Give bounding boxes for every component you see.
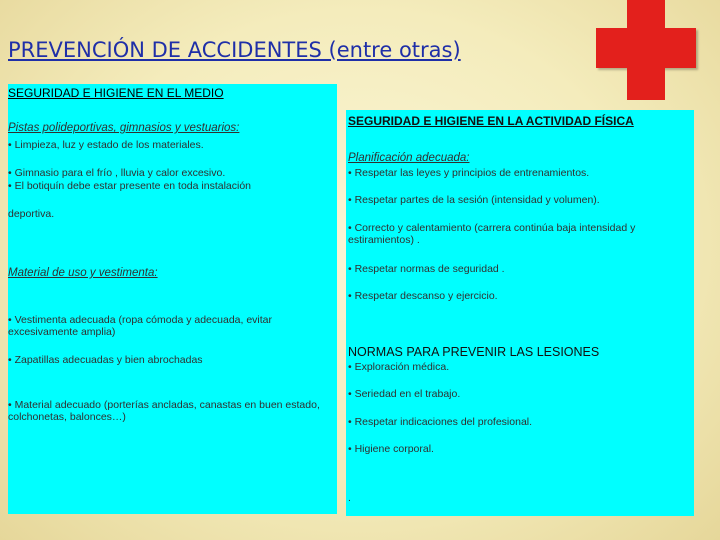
page-title: PREVENCIÓN DE ACCIDENTES (entre otras) (8, 38, 461, 62)
list-item: • Respetar las leyes y principios de entrenamientos. (348, 167, 590, 179)
list-item: • Correcto y calentamiento (carrera continúa baja intensidad y estiramientos) . (348, 222, 636, 246)
list-item: • Material adecuado (porterías ancladas, canastas en buen estado, colchonetas, balonces…) (8, 399, 320, 423)
right-subheading-injuries: NORMAS PARA PREVENIR LAS LESIONES (348, 345, 600, 359)
left-panel-environment (8, 84, 337, 514)
list-item: • El botiquín debe estar presente en toda instalación (8, 180, 252, 192)
list-item: • Gimnasio para el frío , lluvia y calor excesivo. (8, 167, 226, 179)
red-cross-icon (596, 0, 696, 102)
list-item: • Seriedad en el trabajo. (348, 388, 461, 400)
right-subheading-planning: Planificación adecuada: (348, 152, 470, 164)
list-item: • Limpieza, luz y estado de los materiales. (8, 139, 204, 151)
list-item: . (348, 492, 351, 504)
list-item: • Higiene corporal. (348, 443, 434, 455)
left-heading: SEGURIDAD E HIGIENE EN EL MEDIO (8, 86, 224, 100)
list-item: • Zapatillas adecuadas y bien abrochadas (8, 354, 203, 366)
list-item: • Respetar partes de la sesión (intensidad y volumen). (348, 194, 600, 206)
list-item: • Vestimenta adecuada (ropa cómoda y adecuada, evitar excesivamente amplia) (8, 314, 273, 338)
list-item: • Respetar indicaciones del profesional. (348, 416, 533, 428)
right-panel-activity (346, 110, 694, 516)
list-item: • Respetar descanso y ejercicio. (348, 290, 498, 302)
left-subheading-material: Material de uso y vestimenta: (8, 267, 158, 279)
list-item: • Respetar normas de seguridad . (348, 263, 505, 275)
right-heading: SEGURIDAD E HIGIENE EN LA ACTIVIDAD FÍSICA (348, 114, 634, 128)
list-item: deportiva. (8, 208, 55, 220)
left-subheading-facilities: Pistas polideportivas, gimnasios y vestuarios: (8, 122, 240, 134)
list-item: • Exploración médica. (348, 361, 450, 373)
